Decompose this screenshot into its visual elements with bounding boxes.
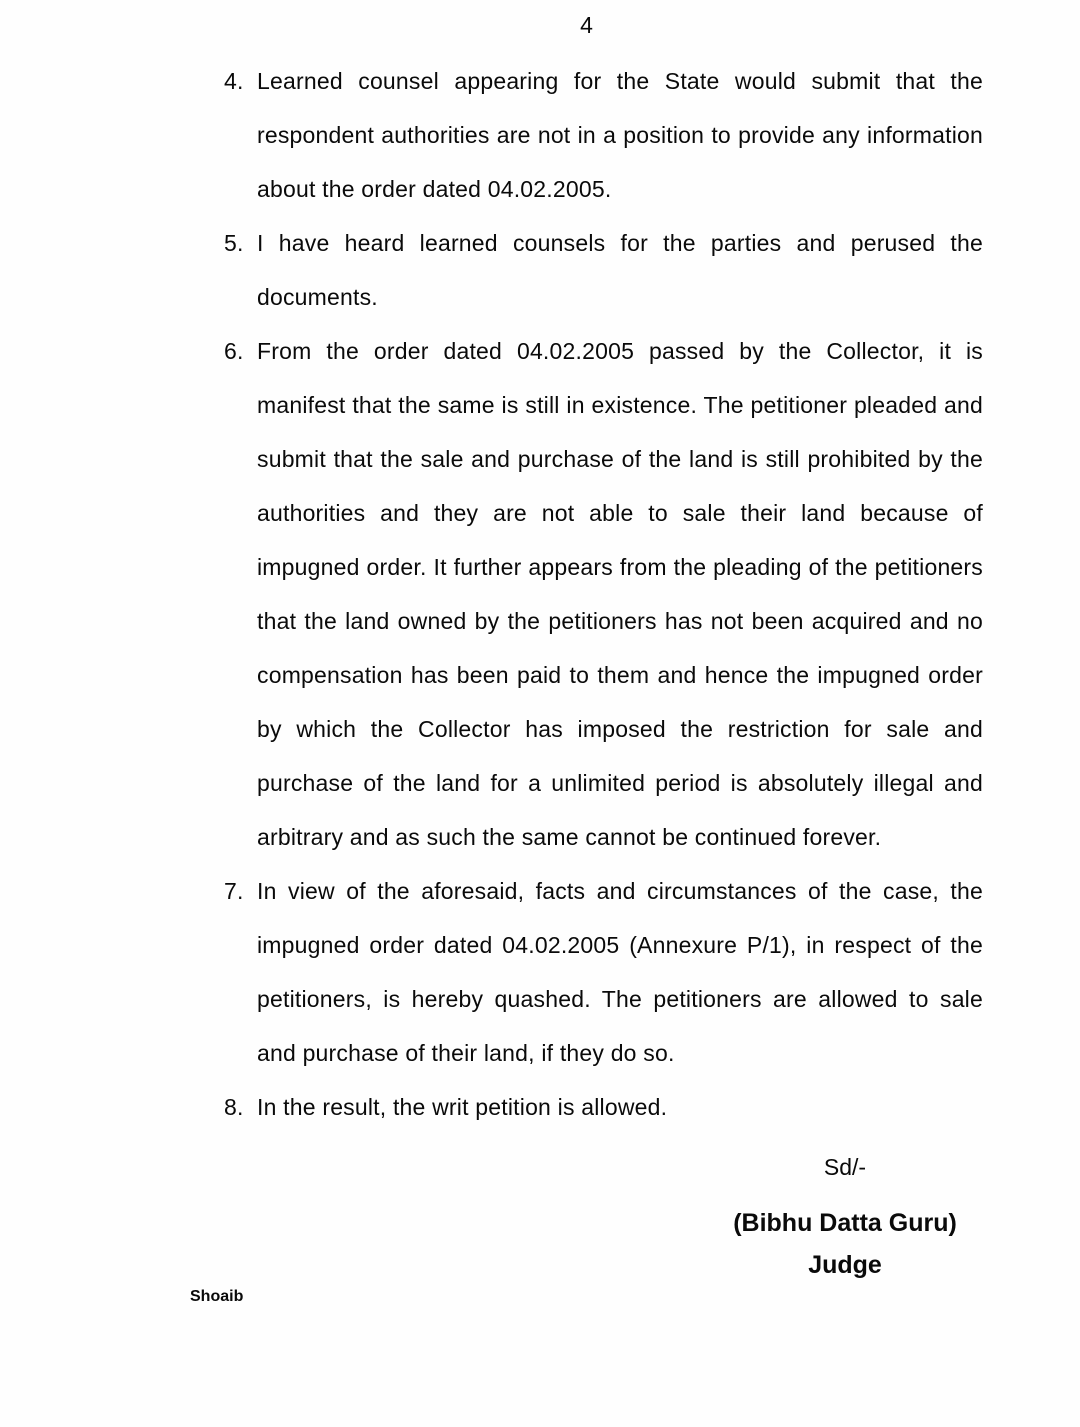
paragraph-number: 6. bbox=[224, 338, 244, 364]
paragraph-text: In view of the aforesaid, facts and circumstances of the case, the impugned order dated 04.02.2005 (Annexure P/1), in respect of the petitioners, is hereby quashed. The petitioners are allowed to sale and purchase of their land, if they do so. bbox=[257, 878, 983, 1066]
typist-initials: Shoaib bbox=[190, 1288, 244, 1305]
paragraph-number: 4. bbox=[224, 68, 244, 94]
paragraph-number: 8. bbox=[224, 1094, 244, 1120]
paragraph-list bbox=[224, 54, 983, 1134]
paragraph-8 bbox=[224, 1080, 983, 1134]
page-number: 4 bbox=[580, 12, 593, 38]
paragraph-5 bbox=[224, 216, 983, 324]
judge-name: (Bibhu Datta Guru) bbox=[733, 1209, 957, 1237]
paragraph-text: From the order dated 04.02.2005 passed by the Collector, it is manifest that the same is still in existence. The petitioner pleaded and submit that the sale and purchase of the land is still prohibited by the authorities and they are not able to sale their land because of impugned order. It further appears from the pleading of the petitioners that the land owned by the petitioners has not been acquired and no compensation has been paid to them and hence the impugned order by which the Collector has imposed the restriction for sale and purchase of the land for a unlimited period is absolutely illegal and arbitrary and as such the same cannot be continued forever. bbox=[257, 338, 983, 850]
paragraph-6 bbox=[224, 324, 983, 864]
paragraph-4 bbox=[224, 54, 983, 216]
signature-block bbox=[685, 1140, 1005, 1286]
paragraph-7 bbox=[224, 864, 983, 1080]
paragraph-number: 5. bbox=[224, 230, 244, 256]
paragraph-text: Learned counsel appearing for the State would submit that the respondent authorities are not in a position to provide any information about the order dated 04.02.2005. bbox=[257, 68, 983, 202]
signature-sd: Sd/- bbox=[823, 1154, 867, 1180]
paragraph-text: In the result, the writ petition is allowed. bbox=[257, 1094, 668, 1120]
page-footer bbox=[190, 1287, 1080, 1307]
judge-title: Judge bbox=[808, 1251, 882, 1279]
page-header bbox=[190, 0, 983, 40]
paragraph-number: 7. bbox=[224, 878, 244, 904]
paragraph-text: I have heard learned counsels for the parties and perused the documents. bbox=[257, 230, 983, 310]
